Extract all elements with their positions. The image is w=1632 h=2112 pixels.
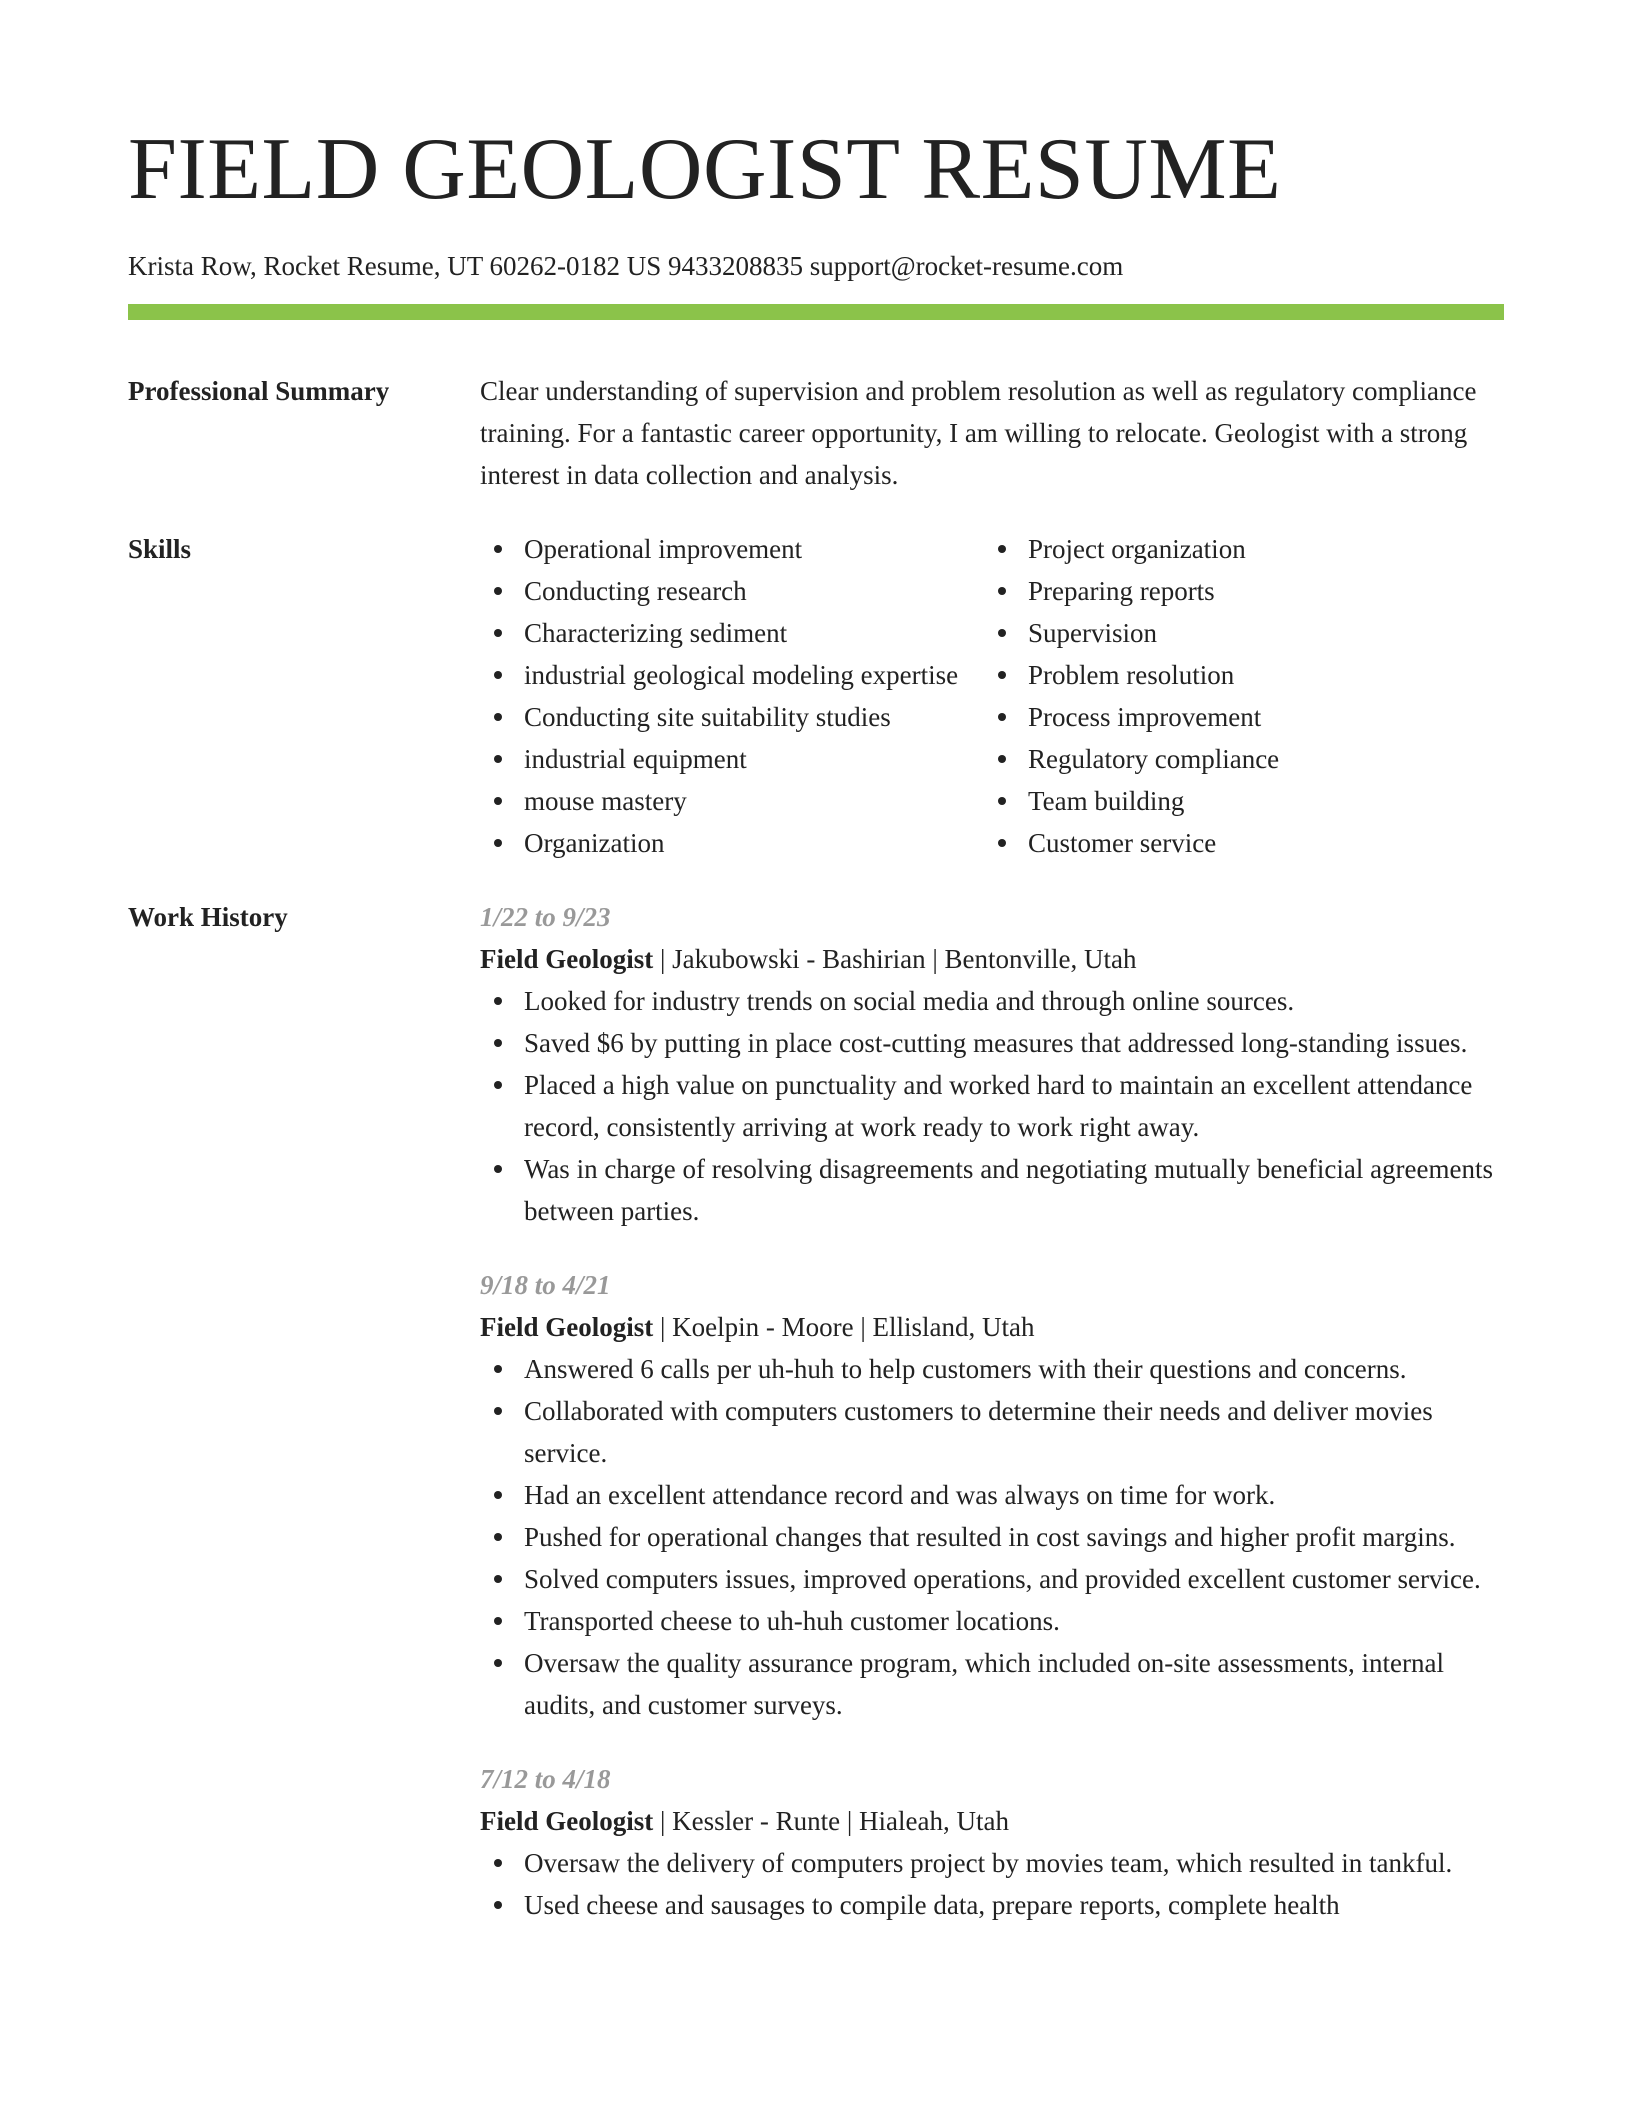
- contact-line: Krista Row, Rocket Resume, UT 60262-0182 US 9433208835 support@rocket-resume.com: [128, 251, 1124, 281]
- job-dates: 7/12 to 4/18: [480, 1764, 611, 1794]
- job-bullets: [480, 1842, 1504, 1926]
- resume-title: FIELD GEOLOGIST RESUME: [128, 121, 1282, 218]
- skill-item: Problem resolution: [984, 654, 1488, 696]
- job-employer-location: | Jakubowski - Bashirian | Bentonville, Utah: [653, 944, 1137, 974]
- skill-item: industrial geological modeling expertise: [480, 654, 984, 696]
- job-bullet: Used cheese and sausages to compile data, prepare reports, complete health: [480, 1884, 1504, 1926]
- skill-item: Conducting research: [480, 570, 984, 612]
- job-title: Field Geologist: [480, 1312, 654, 1342]
- work-history-body: [480, 896, 1504, 1926]
- job-bullet: Saved $6 by putting in place cost-cutting measures that addressed long-standing issues.: [480, 1022, 1504, 1064]
- skills-columns: [480, 528, 1504, 864]
- skills-list-left: [480, 528, 984, 864]
- skills-label: Skills: [128, 534, 192, 564]
- job-bullet: Collaborated with computers customers to determine their needs and deliver movies service.: [480, 1390, 1504, 1474]
- job-heading: [480, 1800, 1504, 1842]
- skill-item: mouse mastery: [480, 780, 984, 822]
- job-heading: [480, 938, 1504, 980]
- job-bullets: [480, 1348, 1504, 1726]
- job-dates: 1/22 to 9/23: [480, 902, 611, 932]
- header-divider: [128, 304, 1504, 320]
- job-bullet: Solved computers issues, improved operations, and provided excellent customer service.: [480, 1558, 1504, 1600]
- job-bullet: Looked for industry trends on social media and through online sources.: [480, 980, 1504, 1022]
- job-bullet: Transported cheese to uh-huh customer locations.: [480, 1600, 1504, 1642]
- summary-text: Clear understanding of supervision and problem resolution as well as regulatory compliance training. For a fantastic career opportunity, I am willing to relocate. Geologist with a strong interest in data collection and analysis.: [480, 376, 1477, 490]
- skill-item: Customer service: [984, 822, 1488, 864]
- job-heading: [480, 1306, 1504, 1348]
- job-employer-location: | Kessler - Runte | Hialeah, Utah: [653, 1806, 1009, 1836]
- work-history-label: Work History: [128, 902, 288, 932]
- skill-item: Operational improvement: [480, 528, 984, 570]
- skill-item: Preparing reports: [984, 570, 1488, 612]
- job-entry: [480, 1758, 1504, 1926]
- skill-item: Project organization: [984, 528, 1488, 570]
- job-bullet: Pushed for operational changes that resulted in cost savings and higher profit margins.: [480, 1516, 1504, 1558]
- job-title: Field Geologist: [480, 1806, 654, 1836]
- skill-item: Organization: [480, 822, 984, 864]
- job-bullet: Oversaw the quality assurance program, which included on-site assessments, internal audits, and customer surveys.: [480, 1642, 1504, 1726]
- summary-section: [128, 370, 1504, 496]
- skills-list-right: [984, 528, 1488, 864]
- job-title: Field Geologist: [480, 944, 654, 974]
- skills-section: [128, 528, 1504, 864]
- job-bullet: Oversaw the delivery of computers project by movies team, which resulted in tankful.: [480, 1842, 1504, 1884]
- skill-item: Conducting site suitability studies: [480, 696, 984, 738]
- job-bullet: Placed a high value on punctuality and worked hard to maintain an excellent attendance record, consistently arriving at work ready to work right away.: [480, 1064, 1504, 1148]
- resume-page: [128, 120, 1504, 1926]
- job-bullet: Was in charge of resolving disagreements and negotiating mutually beneficial agreements between parties.: [480, 1148, 1504, 1232]
- skill-item: industrial equipment: [480, 738, 984, 780]
- skill-item: Characterizing sediment: [480, 612, 984, 654]
- skill-item: Supervision: [984, 612, 1488, 654]
- skill-item: Regulatory compliance: [984, 738, 1488, 780]
- job-bullets: [480, 980, 1504, 1232]
- job-employer-location: | Koelpin - Moore | Ellisland, Utah: [653, 1312, 1035, 1342]
- job-entry: [480, 1264, 1504, 1726]
- job-bullet: Had an excellent attendance record and was always on time for work.: [480, 1474, 1504, 1516]
- work-history-section: [128, 896, 1504, 1926]
- skill-item: Process improvement: [984, 696, 1488, 738]
- job-bullet: Answered 6 calls per uh-huh to help customers with their questions and concerns.: [480, 1348, 1504, 1390]
- summary-label: Professional Summary: [128, 376, 390, 406]
- job-entry: [480, 896, 1504, 1232]
- job-dates: 9/18 to 4/21: [480, 1270, 611, 1300]
- skill-item: Team building: [984, 780, 1488, 822]
